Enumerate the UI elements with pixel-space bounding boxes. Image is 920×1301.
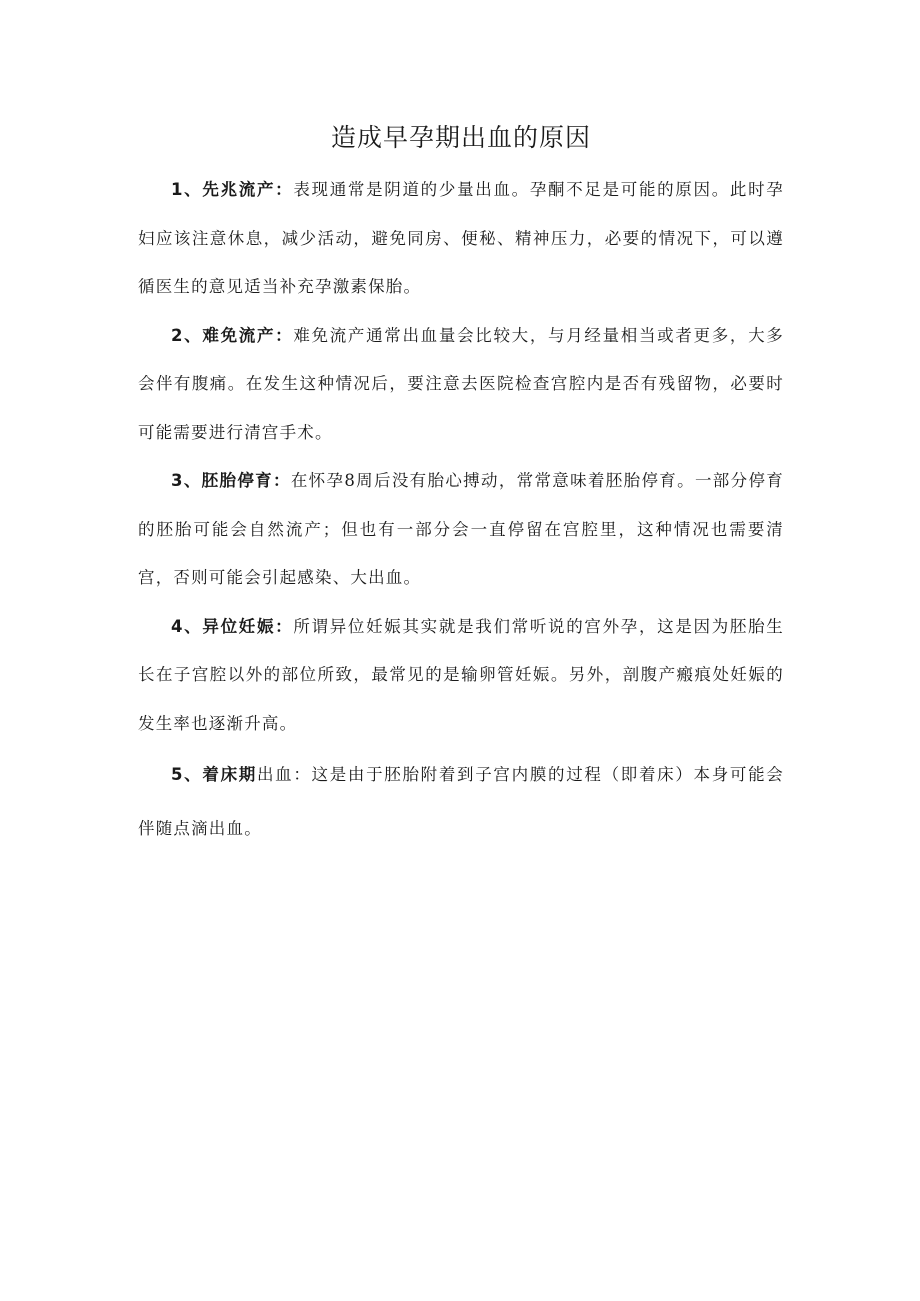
section-term: 异位妊娠： (202, 616, 294, 636)
section-body: 表现通常是阴道的少量出血。孕酮不足是可能的原因。此时孕妇应该注意休息，减少活动，避免同房、便秘、精神压力，必要的情况下，可以遵循医生的意见适当补充孕激素保胎。 (138, 180, 785, 296)
section-3 (138, 457, 784, 603)
document-title: 造成早孕期出血的原因 (330, 123, 591, 152)
section-body: 在怀孕8周后没有胎心搏动，常常意味着胚胎停育。一部分停育的胚胎可能会自然流产；但也有一部分会一直停留在宫腔里，这种情况也需要清宫，否则可能会引起感染、大出血。 (138, 471, 784, 587)
section-1 (138, 166, 784, 312)
section-term-rest: 出血： (256, 765, 312, 784)
section-term: 胚胎停育： (201, 471, 291, 490)
document-page (138, 116, 784, 856)
section-number: 3、 (171, 471, 202, 490)
section-2 (138, 312, 784, 458)
section-body: 难免流产通常出血量会比较大，与月经量相当或者更多，大多会伴有腹痛。在发生这种情况后，要注意去医院检查宫腔内是否有残留物，必要时可能需要进行清宫手术。 (138, 325, 785, 442)
section-number: 1、 (171, 180, 203, 199)
section-body: 所谓异位妊娠其实就是我们常听说的宫外孕，这是因为胚胎生长在子宫腔以外的部位所致，最常见的是输卵管妊娠。另外，剖腹产瘢痕处妊娠的发生率也逐渐升高。 (138, 616, 785, 733)
section-4 (138, 603, 784, 749)
section-term: 先兆流产： (202, 180, 294, 199)
section-body: 这是由于胚胎附着到子宫内膜的过程（即着床）本身可能会伴随点滴出血。 (138, 765, 784, 838)
section-term: 着床期 (202, 765, 257, 784)
section-number: 2、 (171, 325, 203, 345)
section-number: 4、 (171, 616, 203, 636)
section-5 (138, 748, 784, 856)
section-term: 难免流产： (202, 325, 294, 345)
section-number: 5、 (171, 765, 203, 784)
